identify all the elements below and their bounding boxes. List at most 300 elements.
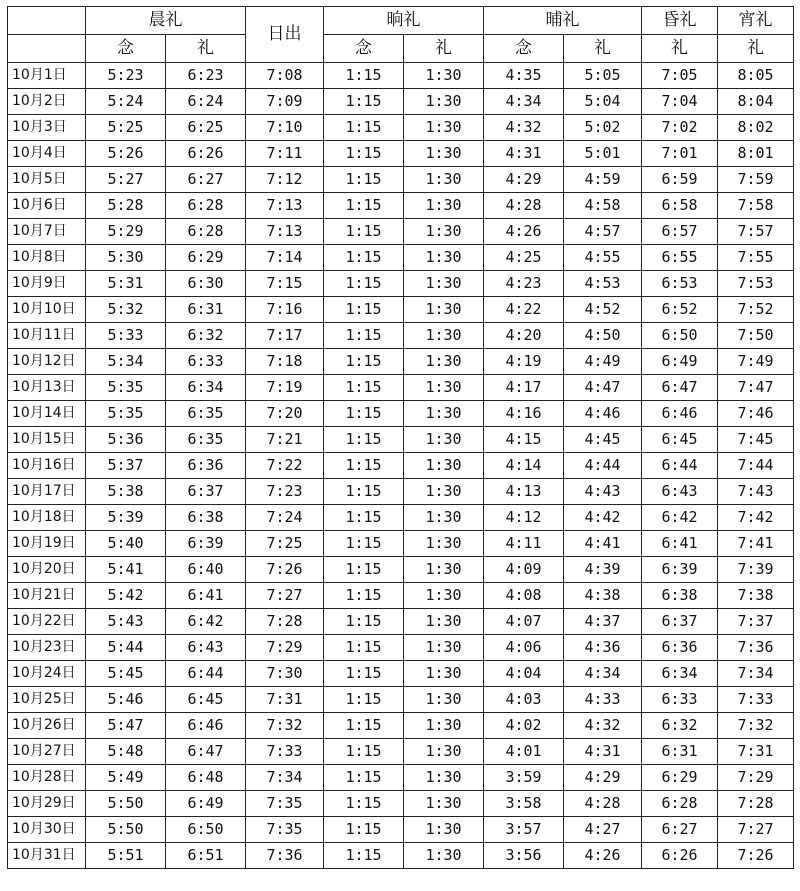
maghrib-prayer-cell: 6:31: [642, 739, 718, 765]
sunrise-cell: 7:24: [246, 505, 324, 531]
fajr-recite-cell: 5:33: [86, 323, 166, 349]
subheader-dhuhr-recite: 念: [324, 35, 404, 63]
maghrib-prayer-cell: 7:05: [642, 63, 718, 89]
asr-recite-cell: 4:09: [484, 557, 564, 583]
isha-prayer-cell: 7:38: [718, 583, 794, 609]
asr-prayer-cell: 4:47: [564, 375, 642, 401]
dhuhr-recite-cell: 1:15: [324, 739, 404, 765]
dhuhr-recite-cell: 1:15: [324, 661, 404, 687]
sunrise-cell: 7:35: [246, 817, 324, 843]
sunrise-cell: 7:34: [246, 765, 324, 791]
fajr-recite-cell: 5:26: [86, 141, 166, 167]
asr-recite-cell: 4:15: [484, 427, 564, 453]
sunrise-cell: 7:18: [246, 349, 324, 375]
dhuhr-recite-cell: 1:15: [324, 167, 404, 193]
dhuhr-recite-cell: 1:15: [324, 583, 404, 609]
fajr-prayer-cell: 6:39: [166, 531, 246, 557]
maghrib-prayer-cell: 6:55: [642, 245, 718, 271]
fajr-prayer-cell: 6:34: [166, 375, 246, 401]
date-cell: 10月1日: [8, 63, 86, 89]
dhuhr-prayer-cell: 1:30: [404, 427, 484, 453]
fajr-prayer-cell: 6:42: [166, 609, 246, 635]
maghrib-prayer-cell: 6:39: [642, 557, 718, 583]
asr-prayer-cell: 4:58: [564, 193, 642, 219]
isha-prayer-cell: 7:49: [718, 349, 794, 375]
isha-prayer-cell: 7:26: [718, 843, 794, 869]
asr-recite-cell: 4:23: [484, 271, 564, 297]
fajr-prayer-cell: 6:44: [166, 661, 246, 687]
asr-recite-cell: 4:06: [484, 635, 564, 661]
asr-prayer-cell: 4:52: [564, 297, 642, 323]
dhuhr-prayer-cell: 1:30: [404, 635, 484, 661]
dhuhr-prayer-cell: 1:30: [404, 817, 484, 843]
fajr-recite-cell: 5:37: [86, 453, 166, 479]
sunrise-cell: 7:19: [246, 375, 324, 401]
table-body: [8, 63, 794, 869]
header-corner: [8, 7, 86, 35]
dhuhr-recite-cell: 1:15: [324, 245, 404, 271]
fajr-recite-cell: 5:25: [86, 115, 166, 141]
fajr-prayer-cell: 6:35: [166, 401, 246, 427]
table-row: [8, 219, 794, 245]
sunrise-cell: 7:36: [246, 843, 324, 869]
asr-prayer-cell: 4:59: [564, 167, 642, 193]
date-cell: 10月4日: [8, 141, 86, 167]
fajr-prayer-cell: 6:27: [166, 167, 246, 193]
asr-prayer-cell: 4:41: [564, 531, 642, 557]
asr-recite-cell: 4:29: [484, 167, 564, 193]
date-cell: 10月2日: [8, 89, 86, 115]
asr-prayer-cell: 5:05: [564, 63, 642, 89]
dhuhr-recite-cell: 1:15: [324, 817, 404, 843]
date-cell: 10月19日: [8, 531, 86, 557]
maghrib-prayer-cell: 6:27: [642, 817, 718, 843]
dhuhr-recite-cell: 1:15: [324, 219, 404, 245]
sunrise-cell: 7:30: [246, 661, 324, 687]
date-cell: 10月24日: [8, 661, 86, 687]
fajr-prayer-cell: 6:31: [166, 297, 246, 323]
asr-recite-cell: 3:56: [484, 843, 564, 869]
fajr-recite-cell: 5:29: [86, 219, 166, 245]
sunrise-cell: 7:12: [246, 167, 324, 193]
fajr-prayer-cell: 6:35: [166, 427, 246, 453]
asr-prayer-cell: 4:49: [564, 349, 642, 375]
dhuhr-prayer-cell: 1:30: [404, 661, 484, 687]
dhuhr-recite-cell: 1:15: [324, 557, 404, 583]
sunrise-cell: 7:15: [246, 271, 324, 297]
dhuhr-prayer-cell: 1:30: [404, 401, 484, 427]
sunrise-cell: 7:32: [246, 713, 324, 739]
dhuhr-prayer-cell: 1:30: [404, 193, 484, 219]
fajr-recite-cell: 5:35: [86, 401, 166, 427]
dhuhr-recite-cell: 1:15: [324, 635, 404, 661]
fajr-prayer-cell: 6:47: [166, 739, 246, 765]
asr-recite-cell: 4:01: [484, 739, 564, 765]
dhuhr-recite-cell: 1:15: [324, 609, 404, 635]
fajr-recite-cell: 5:48: [86, 739, 166, 765]
table-row: [8, 375, 794, 401]
fajr-prayer-cell: 6:43: [166, 635, 246, 661]
fajr-recite-cell: 5:23: [86, 63, 166, 89]
asr-recite-cell: 3:57: [484, 817, 564, 843]
asr-recite-cell: 4:31: [484, 141, 564, 167]
isha-prayer-cell: 7:44: [718, 453, 794, 479]
fajr-recite-cell: 5:46: [86, 687, 166, 713]
sunrise-cell: 7:14: [246, 245, 324, 271]
maghrib-prayer-cell: 6:50: [642, 323, 718, 349]
date-cell: 10月9日: [8, 271, 86, 297]
header-row-top: [8, 7, 794, 35]
fajr-prayer-cell: 6:33: [166, 349, 246, 375]
fajr-recite-cell: 5:42: [86, 583, 166, 609]
dhuhr-prayer-cell: 1:30: [404, 115, 484, 141]
asr-prayer-cell: 4:55: [564, 245, 642, 271]
fajr-prayer-cell: 6:29: [166, 245, 246, 271]
asr-recite-cell: 4:17: [484, 375, 564, 401]
dhuhr-recite-cell: 1:15: [324, 401, 404, 427]
isha-prayer-cell: 7:53: [718, 271, 794, 297]
fajr-recite-cell: 5:39: [86, 505, 166, 531]
table-row: [8, 687, 794, 713]
date-cell: 10月18日: [8, 505, 86, 531]
asr-prayer-cell: 4:57: [564, 219, 642, 245]
fajr-recite-cell: 5:47: [86, 713, 166, 739]
sunrise-cell: 7:26: [246, 557, 324, 583]
isha-prayer-cell: 7:46: [718, 401, 794, 427]
date-cell: 10月3日: [8, 115, 86, 141]
maghrib-prayer-cell: 7:02: [642, 115, 718, 141]
asr-recite-cell: 4:16: [484, 401, 564, 427]
date-cell: 10月21日: [8, 583, 86, 609]
asr-prayer-cell: 4:32: [564, 713, 642, 739]
dhuhr-recite-cell: 1:15: [324, 271, 404, 297]
asr-recite-cell: 4:28: [484, 193, 564, 219]
asr-recite-cell: 4:26: [484, 219, 564, 245]
sunrise-cell: 7:10: [246, 115, 324, 141]
asr-recite-cell: 4:12: [484, 505, 564, 531]
fajr-prayer-cell: 6:28: [166, 193, 246, 219]
table-row: [8, 115, 794, 141]
asr-prayer-cell: 4:34: [564, 661, 642, 687]
date-cell: 10月20日: [8, 557, 86, 583]
isha-prayer-cell: 7:31: [718, 739, 794, 765]
dhuhr-prayer-cell: 1:30: [404, 531, 484, 557]
table-row: [8, 271, 794, 297]
dhuhr-prayer-cell: 1:30: [404, 453, 484, 479]
dhuhr-prayer-cell: 1:30: [404, 89, 484, 115]
table-row: [8, 817, 794, 843]
maghrib-prayer-cell: 6:43: [642, 479, 718, 505]
asr-prayer-cell: 4:26: [564, 843, 642, 869]
dhuhr-recite-cell: 1:15: [324, 63, 404, 89]
table-row: [8, 661, 794, 687]
dhuhr-prayer-cell: 1:30: [404, 739, 484, 765]
fajr-prayer-cell: 6:32: [166, 323, 246, 349]
subheader-fajr-recite: 念: [86, 35, 166, 63]
isha-prayer-cell: 7:55: [718, 245, 794, 271]
sunrise-cell: 7:29: [246, 635, 324, 661]
table-row: [8, 531, 794, 557]
table-row: [8, 765, 794, 791]
table-row: [8, 401, 794, 427]
table-row: [8, 427, 794, 453]
asr-prayer-cell: 4:38: [564, 583, 642, 609]
table-row: [8, 63, 794, 89]
asr-prayer-cell: 4:46: [564, 401, 642, 427]
maghrib-prayer-cell: 6:58: [642, 193, 718, 219]
header-row-sub: [8, 35, 794, 63]
fajr-recite-cell: 5:50: [86, 791, 166, 817]
asr-recite-cell: 4:08: [484, 583, 564, 609]
dhuhr-recite-cell: 1:15: [324, 505, 404, 531]
asr-recite-cell: 3:59: [484, 765, 564, 791]
date-cell: 10月28日: [8, 765, 86, 791]
asr-prayer-cell: 4:44: [564, 453, 642, 479]
date-cell: 10月29日: [8, 791, 86, 817]
dhuhr-prayer-cell: 1:30: [404, 349, 484, 375]
asr-recite-cell: 4:03: [484, 687, 564, 713]
sunrise-cell: 7:20: [246, 401, 324, 427]
isha-prayer-cell: 7:57: [718, 219, 794, 245]
table-row: [8, 193, 794, 219]
fajr-recite-cell: 5:40: [86, 531, 166, 557]
asr-prayer-cell: 4:53: [564, 271, 642, 297]
dhuhr-recite-cell: 1:15: [324, 453, 404, 479]
fajr-prayer-cell: 6:25: [166, 115, 246, 141]
asr-prayer-cell: 4:28: [564, 791, 642, 817]
sunrise-cell: 7:33: [246, 739, 324, 765]
fajr-prayer-cell: 6:26: [166, 141, 246, 167]
maghrib-prayer-cell: 6:47: [642, 375, 718, 401]
maghrib-prayer-cell: 6:46: [642, 401, 718, 427]
fajr-prayer-cell: 6:48: [166, 765, 246, 791]
asr-prayer-cell: 4:31: [564, 739, 642, 765]
isha-prayer-cell: 8:04: [718, 89, 794, 115]
maghrib-prayer-cell: 7:04: [642, 89, 718, 115]
dhuhr-recite-cell: 1:15: [324, 765, 404, 791]
fajr-recite-cell: 5:31: [86, 271, 166, 297]
isha-prayer-cell: 7:33: [718, 687, 794, 713]
fajr-prayer-cell: 6:41: [166, 583, 246, 609]
date-cell: 10月25日: [8, 687, 86, 713]
date-cell: 10月27日: [8, 739, 86, 765]
dhuhr-prayer-cell: 1:30: [404, 245, 484, 271]
sunrise-cell: 7:17: [246, 323, 324, 349]
fajr-recite-cell: 5:27: [86, 167, 166, 193]
table-row: [8, 245, 794, 271]
isha-prayer-cell: 7:42: [718, 505, 794, 531]
dhuhr-prayer-cell: 1:30: [404, 219, 484, 245]
header-asr: 晡礼: [484, 7, 642, 35]
asr-recite-cell: 4:13: [484, 479, 564, 505]
fajr-recite-cell: 5:44: [86, 635, 166, 661]
table-row: [8, 713, 794, 739]
fajr-recite-cell: 5:45: [86, 661, 166, 687]
asr-prayer-cell: 4:36: [564, 635, 642, 661]
maghrib-prayer-cell: 6:52: [642, 297, 718, 323]
fajr-recite-cell: 5:34: [86, 349, 166, 375]
maghrib-prayer-cell: 6:29: [642, 765, 718, 791]
asr-prayer-cell: 4:43: [564, 479, 642, 505]
fajr-recite-cell: 5:51: [86, 843, 166, 869]
dhuhr-prayer-cell: 1:30: [404, 141, 484, 167]
maghrib-prayer-cell: 6:45: [642, 427, 718, 453]
dhuhr-recite-cell: 1:15: [324, 323, 404, 349]
subheader-asr-recite: 念: [484, 35, 564, 63]
asr-prayer-cell: 4:45: [564, 427, 642, 453]
sunrise-cell: 7:16: [246, 297, 324, 323]
fajr-prayer-cell: 6:28: [166, 219, 246, 245]
isha-prayer-cell: 7:58: [718, 193, 794, 219]
asr-prayer-cell: 4:50: [564, 323, 642, 349]
dhuhr-recite-cell: 1:15: [324, 479, 404, 505]
table-row: [8, 505, 794, 531]
isha-prayer-cell: 7:52: [718, 297, 794, 323]
dhuhr-recite-cell: 1:15: [324, 713, 404, 739]
date-cell: 10月16日: [8, 453, 86, 479]
isha-prayer-cell: 7:41: [718, 531, 794, 557]
asr-prayer-cell: 5:01: [564, 141, 642, 167]
header-date-blank: [8, 35, 86, 63]
dhuhr-prayer-cell: 1:30: [404, 505, 484, 531]
dhuhr-recite-cell: 1:15: [324, 193, 404, 219]
dhuhr-recite-cell: 1:15: [324, 427, 404, 453]
maghrib-prayer-cell: 6:41: [642, 531, 718, 557]
sunrise-cell: 7:09: [246, 89, 324, 115]
dhuhr-prayer-cell: 1:30: [404, 323, 484, 349]
table-row: [8, 89, 794, 115]
fajr-prayer-cell: 6:36: [166, 453, 246, 479]
dhuhr-prayer-cell: 1:30: [404, 271, 484, 297]
dhuhr-prayer-cell: 1:30: [404, 843, 484, 869]
sunrise-cell: 7:25: [246, 531, 324, 557]
fajr-prayer-cell: 6:50: [166, 817, 246, 843]
fajr-prayer-cell: 6:49: [166, 791, 246, 817]
dhuhr-prayer-cell: 1:30: [404, 713, 484, 739]
asr-prayer-cell: 5:02: [564, 115, 642, 141]
date-cell: 10月17日: [8, 479, 86, 505]
maghrib-prayer-cell: 6:38: [642, 583, 718, 609]
prayer-timetable: [7, 6, 794, 869]
asr-prayer-cell: 4:33: [564, 687, 642, 713]
maghrib-prayer-cell: 6:53: [642, 271, 718, 297]
maghrib-prayer-cell: 6:57: [642, 219, 718, 245]
isha-prayer-cell: 8:05: [718, 63, 794, 89]
fajr-prayer-cell: 6:38: [166, 505, 246, 531]
isha-prayer-cell: 7:39: [718, 557, 794, 583]
dhuhr-prayer-cell: 1:30: [404, 63, 484, 89]
dhuhr-prayer-cell: 1:30: [404, 583, 484, 609]
dhuhr-recite-cell: 1:15: [324, 791, 404, 817]
dhuhr-prayer-cell: 1:30: [404, 609, 484, 635]
date-cell: 10月23日: [8, 635, 86, 661]
dhuhr-prayer-cell: 1:30: [404, 297, 484, 323]
date-cell: 10月13日: [8, 375, 86, 401]
maghrib-prayer-cell: 6:37: [642, 609, 718, 635]
fajr-recite-cell: 5:36: [86, 427, 166, 453]
isha-prayer-cell: 7:27: [718, 817, 794, 843]
subheader-asr-prayer: 礼: [564, 35, 642, 63]
fajr-prayer-cell: 6:40: [166, 557, 246, 583]
table-row: [8, 479, 794, 505]
table-row: [8, 843, 794, 869]
table-row: [8, 453, 794, 479]
asr-prayer-cell: 4:37: [564, 609, 642, 635]
fajr-prayer-cell: 6:46: [166, 713, 246, 739]
asr-prayer-cell: 5:04: [564, 89, 642, 115]
fajr-prayer-cell: 6:51: [166, 843, 246, 869]
fajr-recite-cell: 5:32: [86, 297, 166, 323]
asr-prayer-cell: 4:29: [564, 765, 642, 791]
table-row: [8, 791, 794, 817]
date-cell: 10月11日: [8, 323, 86, 349]
maghrib-prayer-cell: 6:49: [642, 349, 718, 375]
sunrise-cell: 7:11: [246, 141, 324, 167]
table-row: [8, 297, 794, 323]
isha-prayer-cell: 7:28: [718, 791, 794, 817]
subheader-dhuhr-prayer: 礼: [404, 35, 484, 63]
maghrib-prayer-cell: 6:44: [642, 453, 718, 479]
sunrise-cell: 7:23: [246, 479, 324, 505]
asr-prayer-cell: 4:39: [564, 557, 642, 583]
header-maghrib: 昏礼: [642, 7, 718, 35]
dhuhr-recite-cell: 1:15: [324, 89, 404, 115]
header-dhuhr: 晌礼: [324, 7, 484, 35]
date-cell: 10月10日: [8, 297, 86, 323]
table-row: [8, 557, 794, 583]
date-cell: 10月26日: [8, 713, 86, 739]
date-cell: 10月8日: [8, 245, 86, 271]
dhuhr-recite-cell: 1:15: [324, 531, 404, 557]
maghrib-prayer-cell: 6:33: [642, 687, 718, 713]
asr-recite-cell: 4:32: [484, 115, 564, 141]
date-cell: 10月30日: [8, 817, 86, 843]
dhuhr-prayer-cell: 1:30: [404, 765, 484, 791]
isha-prayer-cell: 7:45: [718, 427, 794, 453]
date-cell: 10月22日: [8, 609, 86, 635]
sunrise-cell: 7:31: [246, 687, 324, 713]
isha-prayer-cell: 7:32: [718, 713, 794, 739]
fajr-recite-cell: 5:35: [86, 375, 166, 401]
maghrib-prayer-cell: 6:26: [642, 843, 718, 869]
table-row: [8, 609, 794, 635]
dhuhr-prayer-cell: 1:30: [404, 479, 484, 505]
maghrib-prayer-cell: 6:28: [642, 791, 718, 817]
maghrib-prayer-cell: 6:36: [642, 635, 718, 661]
asr-recite-cell: 4:35: [484, 63, 564, 89]
header-sunrise: 日出: [246, 7, 324, 63]
table-row: [8, 583, 794, 609]
maghrib-prayer-cell: 6:42: [642, 505, 718, 531]
dhuhr-recite-cell: 1:15: [324, 375, 404, 401]
isha-prayer-cell: 7:36: [718, 635, 794, 661]
asr-prayer-cell: 4:27: [564, 817, 642, 843]
asr-recite-cell: 4:20: [484, 323, 564, 349]
date-cell: 10月31日: [8, 843, 86, 869]
dhuhr-recite-cell: 1:15: [324, 115, 404, 141]
fajr-recite-cell: 5:50: [86, 817, 166, 843]
asr-recite-cell: 4:04: [484, 661, 564, 687]
asr-recite-cell: 4:07: [484, 609, 564, 635]
asr-prayer-cell: 4:42: [564, 505, 642, 531]
table-row: [8, 349, 794, 375]
dhuhr-prayer-cell: 1:30: [404, 791, 484, 817]
asr-recite-cell: 4:19: [484, 349, 564, 375]
fajr-prayer-cell: 6:23: [166, 63, 246, 89]
maghrib-prayer-cell: 7:01: [642, 141, 718, 167]
fajr-recite-cell: 5:41: [86, 557, 166, 583]
fajr-recite-cell: 5:38: [86, 479, 166, 505]
